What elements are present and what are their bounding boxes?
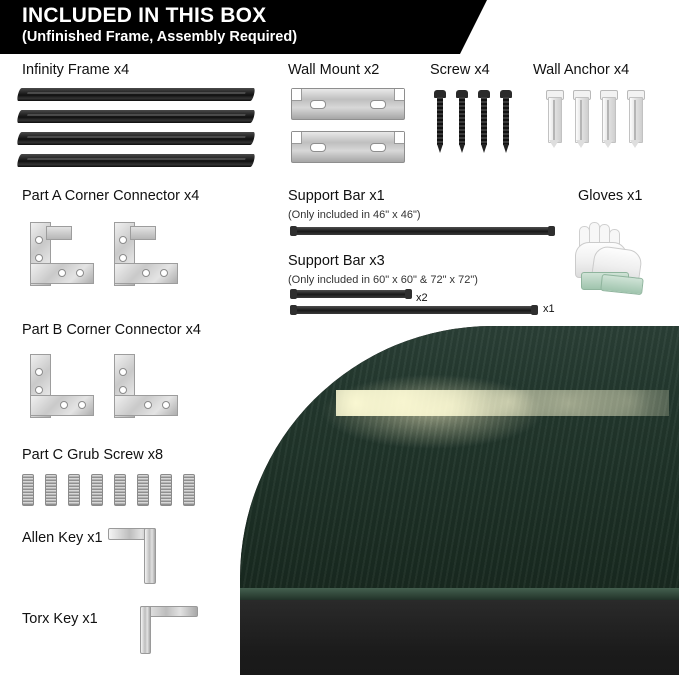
anchor-tip	[549, 140, 559, 148]
mount-notch	[292, 132, 302, 144]
support-bar	[290, 306, 538, 314]
corner-connector-b	[114, 354, 176, 416]
page-subtitle: (Unfinished Frame, Assembly Required)	[22, 29, 298, 45]
screw-shaft	[503, 97, 509, 145]
glove-cuff	[600, 274, 644, 295]
screw-tip	[481, 144, 487, 153]
wall-anchor	[600, 90, 616, 148]
support-bar	[290, 227, 555, 235]
connector-hole	[35, 254, 43, 262]
label-part-c: Part C Grub Screw x8	[22, 447, 164, 463]
page-title: INCLUDED IN THIS BOX	[22, 4, 267, 27]
label-support-bar-1: Support Bar x1	[288, 188, 385, 204]
label-allen-key: Allen Key x1	[22, 530, 103, 546]
label-wall-anchor: Wall Anchor x4	[533, 62, 630, 78]
screw	[456, 90, 468, 152]
mount-notch	[394, 89, 404, 101]
frame-rail	[16, 88, 255, 101]
corner-connector-a	[30, 222, 92, 284]
support-bar	[290, 290, 412, 298]
wall-anchor	[627, 90, 643, 148]
grub-screw	[45, 474, 57, 506]
allen-key	[108, 528, 178, 590]
anchor-body	[575, 97, 589, 143]
label-infinity-frame: Infinity Frame x4	[22, 62, 130, 78]
gloves-group	[567, 222, 649, 300]
connector-hole	[119, 368, 127, 376]
torx-key	[140, 606, 210, 662]
screw-tip	[459, 144, 465, 153]
anchor-tip	[603, 140, 613, 148]
support-bar-end	[290, 226, 297, 236]
screw-shaft	[481, 97, 487, 145]
connector-hole	[160, 269, 168, 277]
screw	[434, 90, 446, 152]
support-bar-end	[290, 289, 297, 299]
allen-key-short-arm	[144, 528, 156, 584]
mount-notch	[394, 132, 404, 144]
product-photo	[232, 318, 679, 675]
connector-hole	[35, 368, 43, 376]
anchor-tip	[576, 140, 586, 148]
support-bar-qty-pair: x2	[416, 292, 428, 304]
grub-screw	[137, 474, 149, 506]
connector-hole	[119, 386, 127, 394]
support-bar-qty-single: x1	[543, 303, 555, 315]
torx-key-short-arm	[140, 606, 151, 654]
label-screw: Screw x4	[430, 62, 490, 78]
frame-rail	[16, 154, 255, 167]
anchor-body	[548, 97, 562, 143]
mirror-frame	[240, 326, 679, 675]
photo-rounded-mask	[232, 318, 679, 675]
wall-anchor	[573, 90, 589, 148]
mount-notch	[292, 89, 302, 101]
note-support-bar-3: (Only included in 60" x 60" & 72" x 72")	[288, 274, 478, 286]
connector-hole	[35, 236, 43, 244]
surface-highlights	[336, 390, 668, 416]
connector-hole	[162, 401, 170, 409]
connector-tab	[130, 226, 156, 240]
mirror-surface	[240, 326, 679, 594]
grub-screw	[68, 474, 80, 506]
connector-hole	[58, 269, 66, 277]
corner-connector-b	[30, 354, 92, 416]
mount-slot	[370, 143, 386, 152]
grub-screw	[91, 474, 103, 506]
frame-rail	[16, 132, 255, 145]
mirror-side-profile	[240, 600, 679, 675]
mount-slot	[310, 143, 326, 152]
support-bar-end	[290, 305, 297, 315]
wall-mount-plate	[291, 88, 405, 120]
grub-screw	[114, 474, 126, 506]
label-torx-key: Torx Key x1	[22, 611, 98, 627]
connector-tab	[46, 226, 72, 240]
label-wall-mount: Wall Mount x2	[288, 62, 380, 78]
connector-hole	[35, 386, 43, 394]
wall-anchor	[546, 90, 562, 148]
wall-mount-plate	[291, 131, 405, 163]
note-support-bar-1: (Only included in 46" x 46")	[288, 209, 421, 221]
anchor-body	[629, 97, 643, 143]
label-part-b: Part B Corner Connector x4	[22, 322, 201, 338]
header-banner	[0, 0, 460, 54]
support-bar-end	[531, 305, 538, 315]
screw-tip	[503, 144, 509, 153]
grub-screw	[183, 474, 195, 506]
connector-hole	[76, 269, 84, 277]
support-bar-end	[548, 226, 555, 236]
connector-hole	[142, 269, 150, 277]
screw-shaft	[459, 97, 465, 145]
grub-screw	[22, 474, 34, 506]
connector-hole	[60, 401, 68, 409]
support-bar-end	[405, 289, 412, 299]
connector-hole	[144, 401, 152, 409]
frame-rail	[16, 110, 255, 123]
connector-hole	[119, 236, 127, 244]
anchor-tip	[630, 140, 640, 148]
screw-shaft	[437, 97, 443, 145]
label-support-bar-3: Support Bar x3	[288, 253, 385, 269]
connector-hole	[119, 254, 127, 262]
grub-screw	[160, 474, 172, 506]
screw	[478, 90, 490, 152]
connector-hole	[78, 401, 86, 409]
surface-streaks	[240, 326, 679, 594]
label-gloves: Gloves x1	[578, 188, 643, 204]
anchor-body	[602, 97, 616, 143]
screw-tip	[437, 144, 443, 153]
label-part-a: Part A Corner Connector x4	[22, 188, 200, 204]
mount-slot	[310, 100, 326, 109]
mount-slot	[370, 100, 386, 109]
corner-connector-a	[114, 222, 176, 284]
screw	[500, 90, 512, 152]
